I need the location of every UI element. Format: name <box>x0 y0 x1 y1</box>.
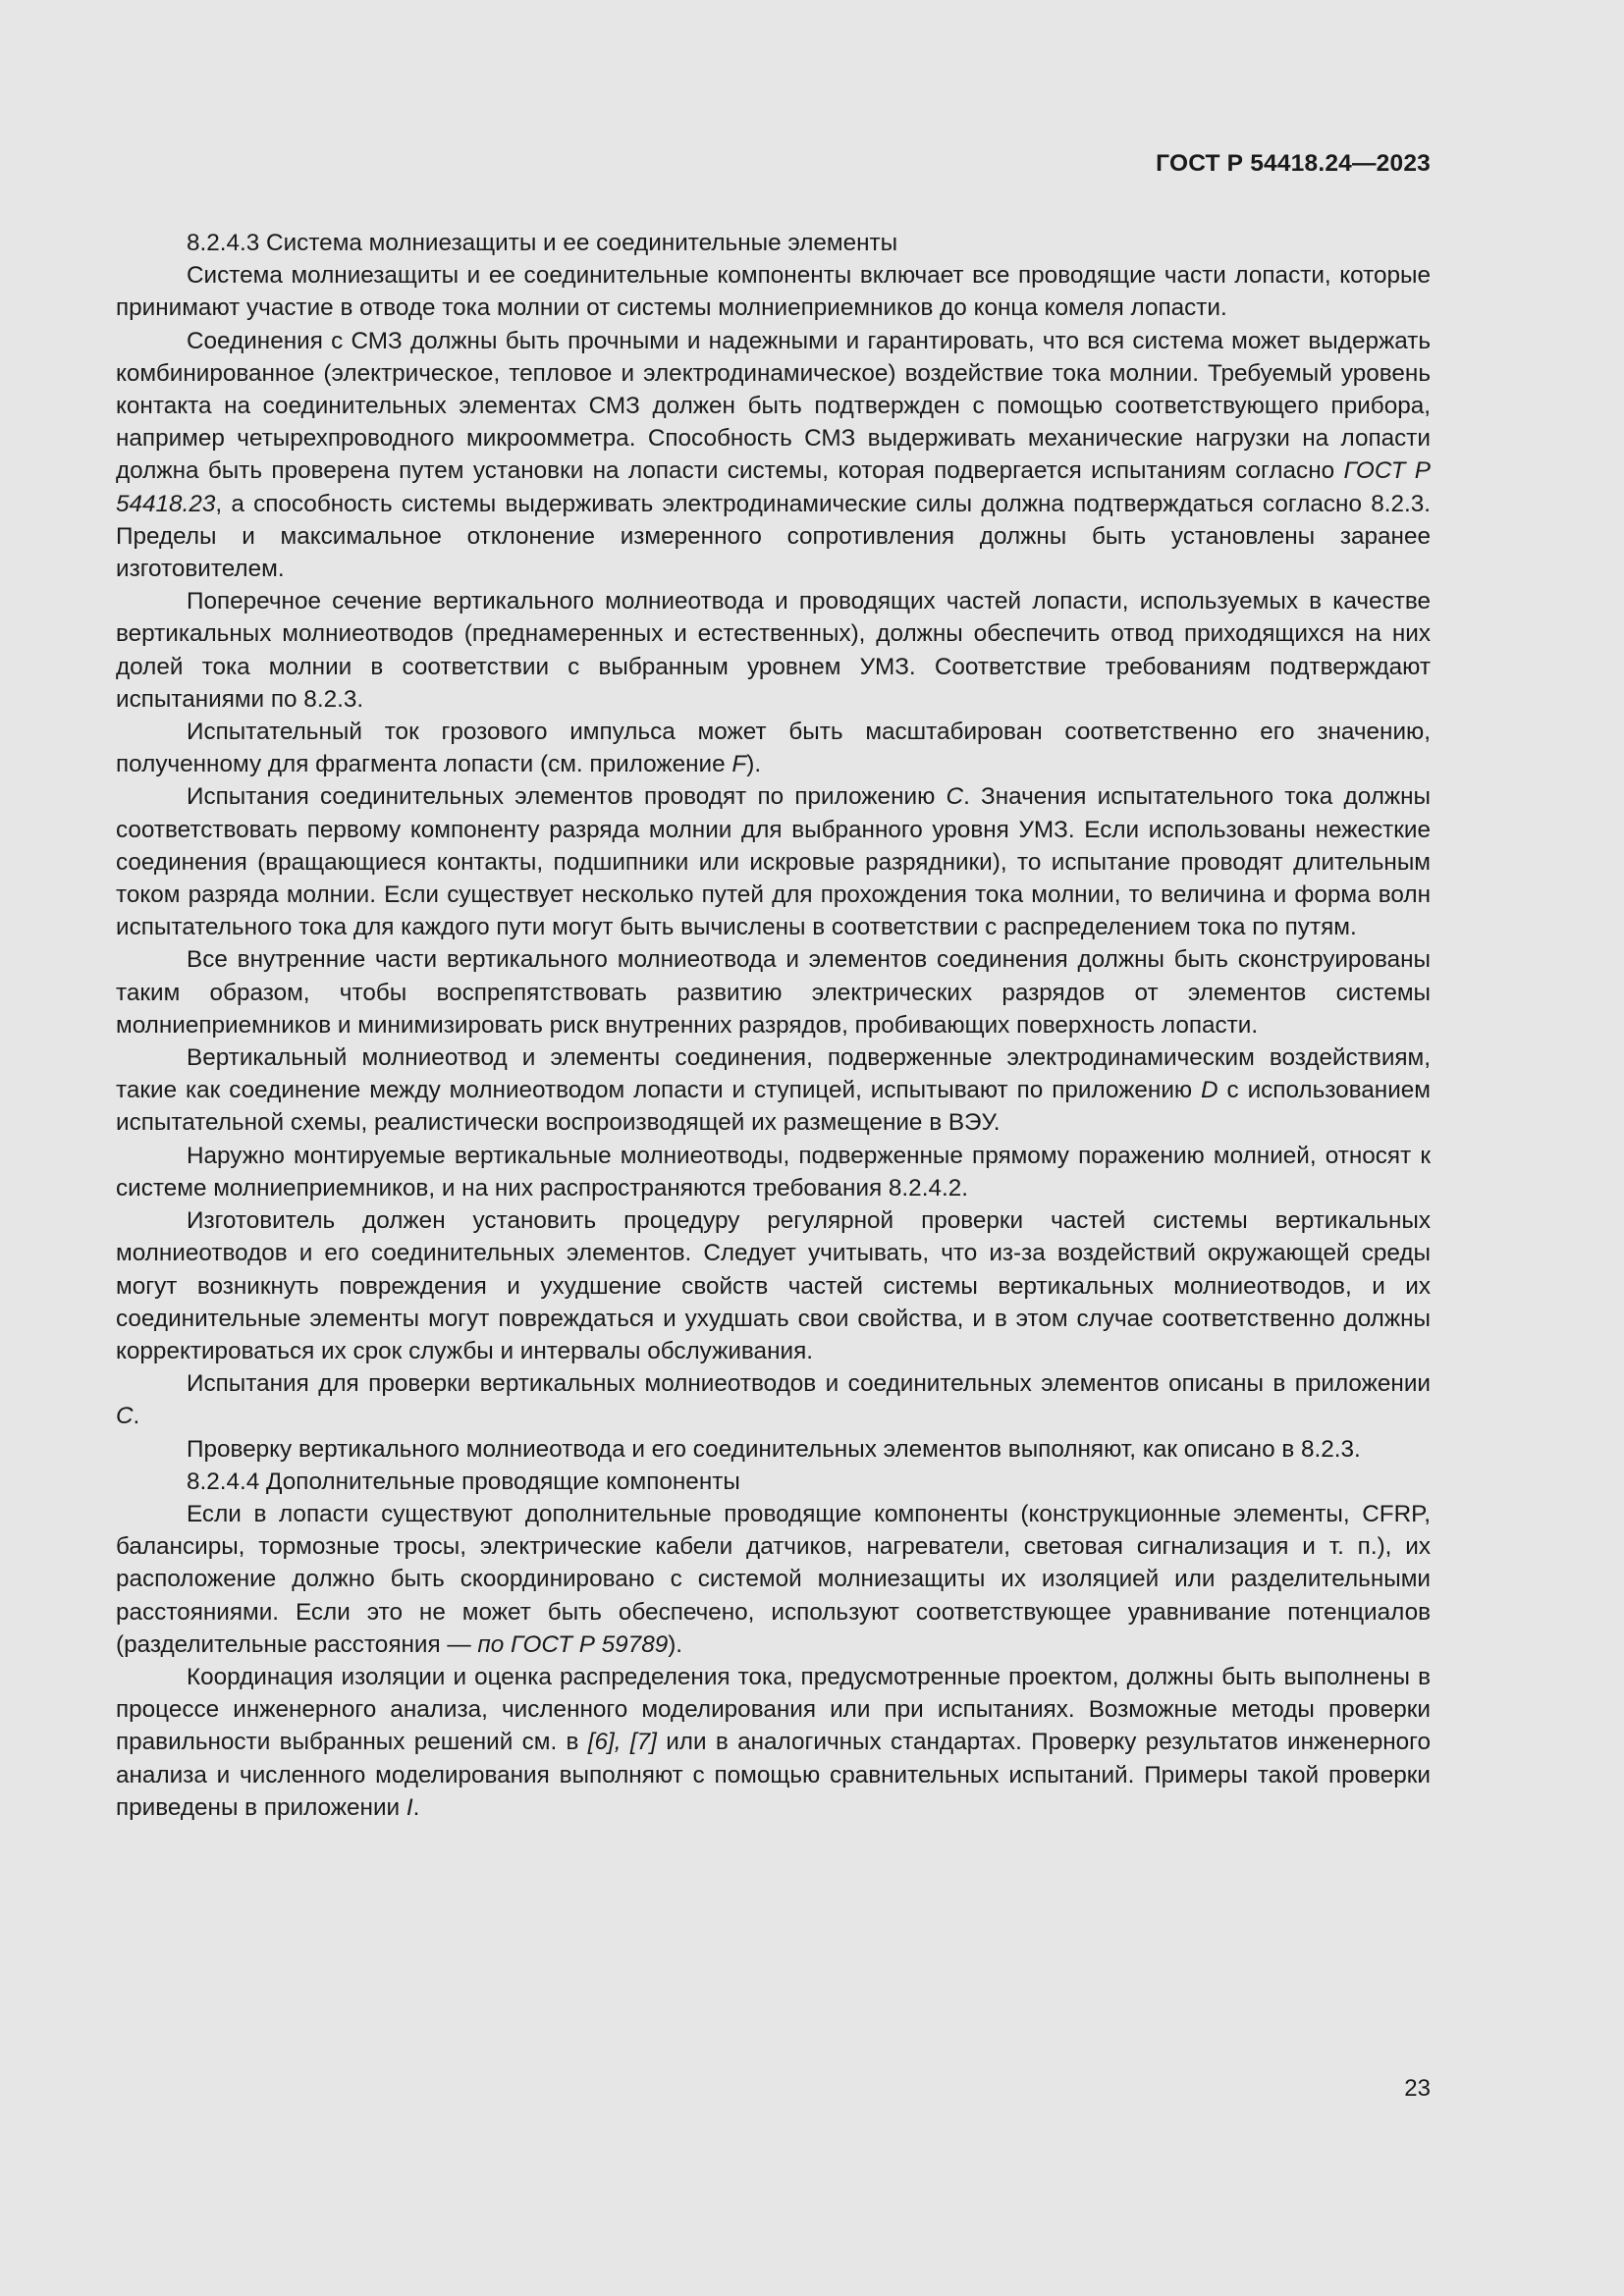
paragraph: Поперечное сечение вертикального молниеотвода и проводящих частей лопасти, используемых в качестве вертикальных молниеотводов (преднамеренных и естественных), должны обеспечить отвод приходящихся на них долей тока молнии в соответствии с выбранным уровнем УМЗ. Соответствие требованиям подтверждают испытаниями по 8.2.3. <box>116 588 1431 713</box>
page-number: 23 <box>1404 2075 1431 2102</box>
paragraph: Испытания для проверки вертикальных молниеотводов и соединительных элементов описаны в приложении С. <box>116 1370 1431 1430</box>
paragraph: Если в лопасти существуют дополнительные проводящие компоненты (конструкционные элементы, CFRP, балансиры, тормозные тросы, электрические кабели датчиков, нагреватели, световая сигнализация и т. п.), их расположение должно быть скоординировано с системой молниезащиты их изоляцией или разделительными расстояниями. Если это не может быть обеспечено, используют соответствующее уравнивание потенциалов (разделительные расстояния — по ГОСТ Р 59789). <box>116 1500 1431 1658</box>
paragraph: Испытания соединительных элементов проводят по приложению С. Значения испытательного тока должны соответствовать первому компоненту разряда молнии для выбранного уровня УМЗ. Если использованы нежесткие соединения (вращающиеся контакты, подшипники или искровые разрядники), то испытание проводят длительным током разряда молнии. Если существует несколько путей для прохождения тока молнии, то величина и форма волн испытательного тока для каждого пути могут быть вычислены в соответствии с распределением тока по путям. <box>116 783 1432 941</box>
section-heading: 8.2.4.4 Дополнительные проводящие компоненты <box>187 1468 740 1495</box>
paragraph: Соединения с СМЗ должны быть прочными и надежными и гарантировать, что вся система может выдержать комбинированное (электрическое, тепловое и электродинамическое) воздействие тока молнии. Требуемый уровень контакта на соединительных элементах СМЗ должен быть подтвержден с помощью соответствующего прибора, например четырехпроводного микроомметра. Способность СМЗ выдерживать механические нагрузки на лопасти должна быть проверена путем установки на лопасти системы, которая подвергается испытаниям согласно ГОСТ Р 54418.23, а способность системы выдерживать электродинамические силы должна подтверждаться согласно 8.2.3. Пределы и максимальное отклонение измеренного сопротивления должны быть установлены заранее изготовителем. <box>116 327 1431 583</box>
paragraph: Система молниезащиты и ее соединительные компоненты включает все проводящие части лопасти, которые принимают участие в отводе тока молнии от системы молниеприемников до конца комеля лопасти. <box>116 262 1431 322</box>
document-code-header: ГОСТ Р 54418.24—2023 <box>1156 150 1431 177</box>
section-heading: 8.2.4.3 Система молниезащиты и ее соединительные элементы <box>187 230 898 256</box>
paragraph: Наружно монтируемые вертикальные молниеотводы, подверженные прямому поражению молнией, относят к системе молниеприемников, и на них распространяются требования 8.2.4.2. <box>116 1142 1431 1201</box>
paragraph: Все внутренние части вертикального молниеотвода и элементов соединения должны быть сконструированы таким образом, чтобы воспрепятствовать развитию электрических разрядов от элементов системы молниеприемников и минимизировать риск внутренних разрядов, пробивающих поверхность лопасти. <box>116 946 1431 1039</box>
paragraph: Вертикальный молниеотвод и элементы соединения, подверженные электродинамическим воздействиям, такие как соединение между молниеотводом лопасти и ступицей, испытывают по приложению D с использованием испытательной схемы, реалистически воспроизводящей их размещение в ВЭУ. <box>116 1044 1431 1137</box>
paragraph: Координация изоляции и оценка распределения тока, предусмотренные проектом, должны быть выполнены в процессе инженерного анализа, численного моделирования или при испытаниях. Возможные методы проверки правильности выбранных решений см. в [6], [7] или в аналогичных стандартах. Проверку результатов инженерного анализа и численного моделирования выполняют с помощью сравнительных испытаний. Примеры такой проверки приведены в приложении I. <box>116 1663 1431 1821</box>
paragraph: Испытательный ток грозового импульса может быть масштабирован соответственно его значению, полученному для фрагмента лопасти (см. приложение F). <box>116 719 1431 778</box>
document-body <box>116 227 1431 1824</box>
paragraph: Изготовитель должен установить процедуру регулярной проверки частей системы вертикальных молниеотводов и его соединительных элементов. Следует учитывать, что из-за воздействий окружающей среды могут возникнуть повреждения и ухудшение свойств частей системы вертикальных молниеотводов, и их соединительные элементы могут повреждаться и ухудшать свои свойства, и в этом случае соответственно должны корректироваться их срок службы и интервалы обслуживания. <box>116 1207 1431 1364</box>
paragraph: Проверку вертикального молниеотвода и его соединительных элементов выполняют, как описано в 8.2.3. <box>187 1435 1361 1463</box>
